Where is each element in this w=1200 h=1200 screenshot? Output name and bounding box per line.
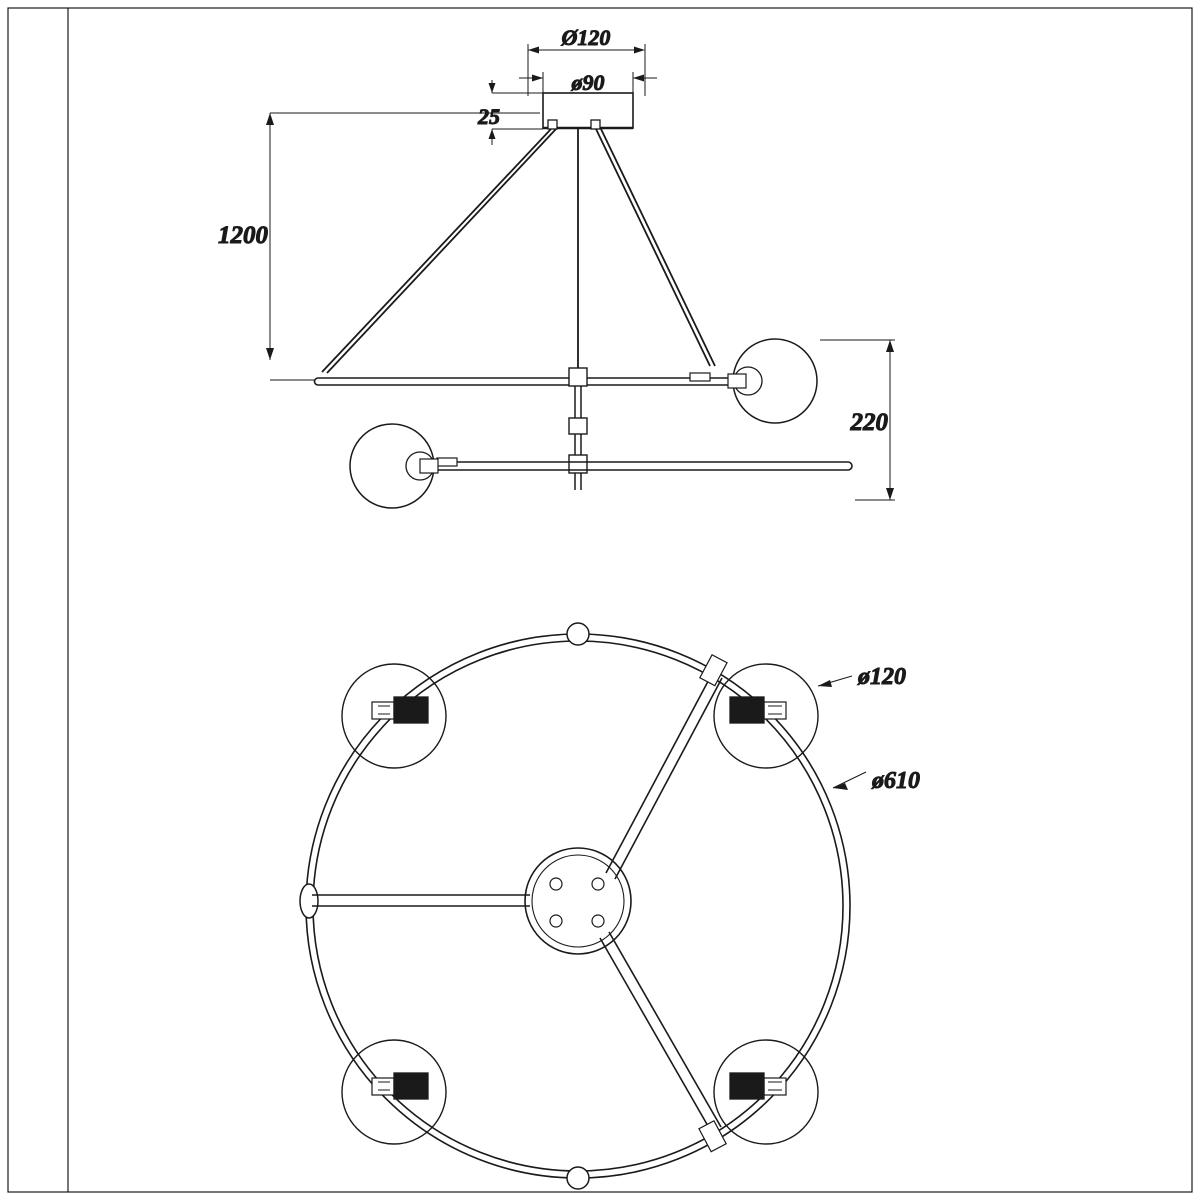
plan-view xyxy=(300,623,920,1189)
lamp-socket-top-left xyxy=(372,697,428,723)
globe-plan-top-left xyxy=(342,664,446,768)
dim-label-canopy-height: 25 xyxy=(478,104,500,129)
lamp-socket-bottom-left xyxy=(372,1073,428,1099)
dim-label-ring-diameter: ø610 xyxy=(872,768,920,794)
dim-label-globe-diameter: ø120 xyxy=(858,664,906,690)
canopy xyxy=(543,93,633,129)
suspension-rods xyxy=(322,129,715,373)
center-hub xyxy=(525,848,631,954)
leader-ring-diameter xyxy=(833,772,866,790)
dim-label-canopy-inner-diameter: ø90 xyxy=(571,70,605,95)
elevation-view xyxy=(218,25,895,508)
sheet-border xyxy=(8,8,1192,1192)
globe-upper-right xyxy=(728,339,817,423)
globe-plan-bottom-right xyxy=(699,1040,818,1152)
globe-plan-top-right xyxy=(700,655,818,768)
globe-plan-bottom-left xyxy=(342,1040,446,1144)
upper-arm xyxy=(315,373,736,385)
spokes xyxy=(312,672,722,1133)
globe-lower-left xyxy=(350,424,438,508)
lower-arm xyxy=(430,458,852,470)
dim-label-fixture-height: 220 xyxy=(850,409,888,436)
dim-label-suspension-drop: 1200 xyxy=(218,222,268,249)
lamp-socket-bottom-right xyxy=(730,1073,786,1099)
dim-suspension-drop xyxy=(266,113,540,380)
lamp-socket-top-right xyxy=(730,697,786,723)
dim-label-canopy-outer-diameter: Ø120 xyxy=(561,25,611,50)
leader-globe-diameter xyxy=(818,676,852,687)
center-stem xyxy=(569,368,587,490)
